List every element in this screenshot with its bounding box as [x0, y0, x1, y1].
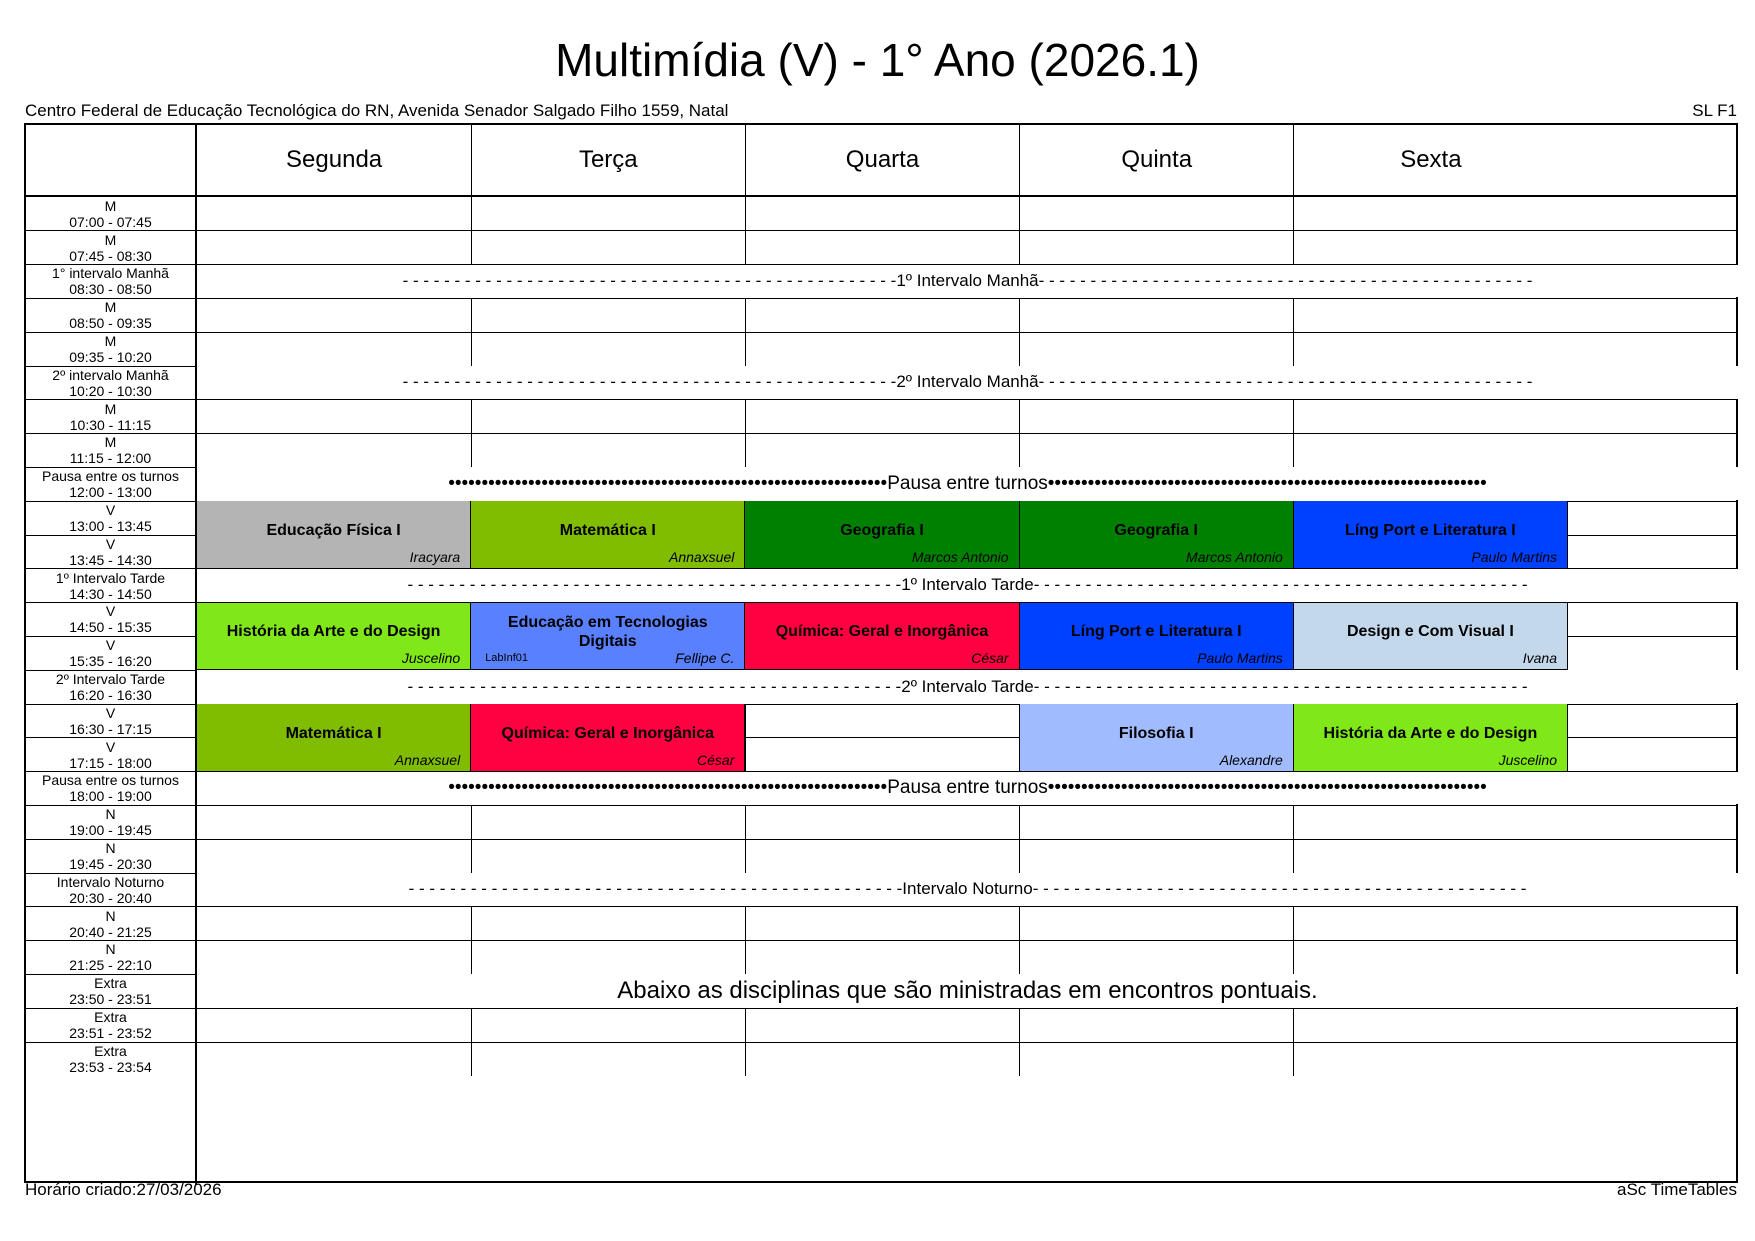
period-label [26, 535, 195, 569]
lesson-teacher: Ivana [1522, 650, 1557, 667]
period-name: N [105, 907, 116, 924]
lesson-subject: Química: Geral e Inorgânica [775, 623, 989, 641]
period-label [26, 670, 195, 704]
grid-line [471, 400, 472, 434]
band-leader: - - - - - - - - - - - - - - - - - - - - - - - - - - - - - - - - - - - - - - - - - - - - - - - - [407, 575, 902, 595]
grid-line [745, 400, 746, 434]
grid-line [1293, 1042, 1294, 1076]
period-name: V [105, 704, 116, 721]
grid-line [745, 125, 746, 195]
grid-line [1019, 197, 1020, 231]
band-leader: - - - - - - - - - - - - - - - - - - - - - - - - - - - - - - - - - - - - - - - - - - - - - - - - [1038, 372, 1533, 392]
grid-line [1019, 298, 1020, 332]
period-time: 09:35 - 10:20 [69, 349, 152, 366]
lesson-card[interactable] [1020, 704, 1294, 772]
period-label [26, 974, 195, 1008]
period-time: 23:50 - 23:51 [69, 991, 152, 1008]
lesson-subject: Geografia I [1114, 521, 1198, 539]
grid-line [745, 298, 746, 332]
lesson-card[interactable] [197, 704, 471, 772]
lesson-teacher: Fellipe C. [675, 650, 735, 667]
grid-line [1019, 1042, 1020, 1076]
day-header: Quinta [1121, 146, 1193, 173]
band-leader: - - - - - - - - - - - - - - - - - - - - - - - - - - - - - - - - - - - - - - - - - - - - - - - - [1033, 575, 1528, 595]
band-leader: •••••••••••••••••••••••••••••••••••••••••••••••••••••••••••••••••• [448, 776, 888, 798]
period-name: 2º Intervalo Tarde [55, 671, 166, 688]
lesson-teacher: Iracyara [409, 548, 461, 565]
lesson-card[interactable] [197, 501, 471, 569]
grid-line [1019, 125, 1020, 195]
grid-line [745, 332, 746, 366]
lesson-card[interactable] [471, 704, 745, 772]
grid-line [26, 230, 1736, 231]
period-time: 08:30 - 08:50 [69, 281, 152, 298]
band-label: Pausa entre turnos [887, 472, 1048, 494]
day-header: Segunda [286, 146, 383, 173]
band-leader: •••••••••••••••••••••••••••••••••••••••••••••••••••••••••••••••••• [448, 472, 888, 494]
lesson-subject: Design e Com Visual I [1346, 623, 1514, 641]
period-label [26, 501, 195, 535]
school-address: Centro Federal de Educação Tecnológica do RN, Avenida Senador Salgado Filho 1559, Natal [25, 101, 729, 120]
period-time: 19:45 - 20:30 [69, 856, 152, 873]
grid-line [745, 1008, 746, 1042]
lesson-teacher: César [697, 751, 735, 768]
day-header: Sexta [1400, 146, 1462, 173]
grid-line [26, 805, 1736, 806]
lesson-teacher: Paulo Martins [1471, 548, 1557, 565]
grid-line [471, 1042, 472, 1076]
period-label [26, 941, 195, 975]
period-time: 23:53 - 23:54 [69, 1058, 152, 1075]
period-time: 17:15 - 18:00 [69, 754, 152, 771]
lesson-teacher: Paulo Martins [1197, 650, 1283, 667]
period-name: 1º Intervalo Tarde [55, 569, 166, 586]
lesson-subject: História da Arte e do Design [1323, 724, 1538, 742]
grid-line [471, 805, 472, 839]
band-label: Pausa entre turnos [887, 776, 1048, 798]
grid-line [26, 332, 1736, 333]
lesson-subject: Educação Física I [266, 521, 401, 539]
grid-line [26, 1008, 1736, 1009]
period-time: 18:00 - 19:00 [69, 788, 152, 805]
period-label [26, 704, 195, 738]
grid-line [1293, 231, 1294, 265]
band-leader: - - - - - - - - - - - - - - - - - - - - - - - - - - - - - - - - - - - - - - - - - - - - - - - - [1032, 879, 1527, 899]
period-label [26, 1008, 195, 1042]
pause-band [197, 467, 1738, 500]
band-leader: - - - - - - - - - - - - - - - - - - - - - - - - - - - - - - - - - - - - - - - - - - - - - - - - [402, 372, 897, 392]
timetable-grid [24, 123, 1738, 1183]
lesson-room: LabInf01 [485, 652, 529, 665]
period-time: 20:30 - 20:40 [69, 889, 152, 906]
break-band [197, 670, 1738, 703]
grid-line [1293, 197, 1294, 231]
grid-line [745, 907, 746, 941]
period-time: 14:50 - 15:35 [69, 619, 152, 636]
lesson-teacher: Juscelino [401, 650, 461, 667]
period-label [26, 738, 195, 772]
lesson-subject: Líng Port e Literatura I [1345, 521, 1516, 539]
lesson-subject: Matemática I [285, 724, 382, 742]
period-name: Extra [94, 1042, 127, 1059]
period-time: 12:00 - 13:00 [69, 484, 152, 501]
period-label [26, 839, 195, 873]
period-time: 15:35 - 16:20 [69, 653, 152, 670]
grid-line [471, 298, 472, 332]
period-label [26, 231, 195, 265]
period-name: V [105, 637, 116, 654]
band-label: 1º Intervalo Manhã [896, 270, 1039, 290]
period-time: 13:00 - 13:45 [69, 518, 152, 535]
grid-line [1019, 805, 1020, 839]
period-name: Extra [94, 975, 127, 992]
band-leader: - - - - - - - - - - - - - - - - - - - - - - - - - - - - - - - - - - - - - - - - - - - - - - - - [1038, 270, 1533, 290]
grid-line [1019, 907, 1020, 941]
software-credit: aSc TimeTables [1617, 1180, 1737, 1199]
lesson-subject: Geografia I [840, 521, 924, 539]
lesson-teacher: Marcos Antonio [1186, 548, 1283, 565]
grid-line [1293, 1008, 1294, 1042]
lesson-teacher: Marcos Antonio [911, 548, 1009, 565]
period-name: M [104, 434, 117, 451]
band-leader: - - - - - - - - - - - - - - - - - - - - - - - - - - - - - - - - - - - - - - - - - - - - - - - - [408, 879, 903, 899]
grid-line [471, 197, 472, 231]
period-time: 23:51 - 23:52 [69, 1025, 152, 1042]
extra-note [197, 974, 1738, 1007]
period-label [26, 873, 195, 907]
period-name: Pausa entre os turnos [42, 772, 179, 789]
day-header: Terça [578, 146, 638, 173]
day-header: Quarta [845, 146, 920, 173]
lesson-card[interactable] [1020, 603, 1294, 671]
period-label [26, 400, 195, 434]
period-time: 20:40 - 21:25 [69, 923, 152, 940]
break-band [197, 265, 1738, 298]
period-name: V [105, 502, 116, 519]
grid-line [745, 197, 746, 231]
break-band [197, 873, 1738, 906]
lesson-subject: Matemática I [559, 521, 656, 539]
period-name: V [105, 535, 116, 552]
period-time: 21:25 - 22:10 [69, 957, 152, 974]
lesson-card[interactable] [1294, 501, 1568, 569]
grid-line [745, 231, 746, 265]
lesson-card[interactable] [745, 603, 1019, 671]
lesson-card[interactable] [1294, 603, 1568, 671]
band-label: Abaixo as disciplinas que são ministradas em encontros pontuais. [617, 976, 1318, 1004]
period-label [26, 636, 195, 670]
period-name: N [105, 941, 116, 958]
grid-line [1293, 125, 1294, 195]
pause-band [197, 772, 1738, 805]
band-label: 2º Intervalo Manhã [896, 372, 1039, 392]
grid-line [1019, 941, 1020, 975]
period-name: 2º intervalo Manhã [52, 366, 169, 383]
band-leader: •••••••••••••••••••••••••••••••••••••••••••••••••••••••••••••••••• [1047, 472, 1487, 494]
grid-line [471, 332, 472, 366]
lesson-subject: História da Arte e do Design [226, 623, 441, 641]
grid-line [471, 1008, 472, 1042]
grid-line [471, 907, 472, 941]
grid-line [1019, 839, 1020, 873]
lesson-teacher: Juscelino [1498, 751, 1557, 768]
grid-line [1019, 1008, 1020, 1042]
period-label [26, 603, 195, 637]
grid-line [26, 399, 1736, 400]
grid-line [26, 433, 1736, 434]
lesson-teacher: Alexandre [1219, 751, 1283, 768]
grid-line [26, 298, 1736, 299]
grid-line [1293, 805, 1294, 839]
band-leader: - - - - - - - - - - - - - - - - - - - - - - - - - - - - - - - - - - - - - - - - - - - - - - - - [402, 270, 897, 290]
period-name: Extra [94, 1009, 127, 1026]
grid-line [745, 941, 746, 975]
grid-line [1293, 298, 1294, 332]
period-time: 08:50 - 09:35 [69, 315, 152, 332]
band-label: Intervalo Noturno [902, 879, 1033, 899]
period-time: 14:30 - 14:50 [69, 585, 152, 602]
lesson-card[interactable] [1020, 501, 1294, 569]
break-band [197, 366, 1738, 399]
grid-line [471, 839, 472, 873]
period-name: 1° intervalo Manhã [52, 265, 169, 282]
period-time: 11:15 - 12:00 [69, 450, 152, 467]
lesson-card[interactable] [471, 603, 745, 671]
grid-line [26, 1042, 1736, 1043]
period-label [26, 907, 195, 941]
grid-line [471, 941, 472, 975]
grid-line [26, 906, 1736, 907]
period-time: 16:30 - 17:15 [69, 720, 152, 737]
period-time: 07:00 - 07:45 [69, 213, 152, 230]
period-name: Intervalo Noturno [56, 873, 165, 890]
grid-line [1019, 400, 1020, 434]
grid-line [745, 839, 746, 873]
grid-line [1293, 434, 1294, 468]
period-name: N [105, 840, 116, 857]
lesson-subject: Química: Geral e Inorgânica [501, 724, 715, 742]
grid-line [1019, 434, 1020, 468]
band-leader: - - - - - - - - - - - - - - - - - - - - - - - - - - - - - - - - - - - - - - - - - - - - - - - - [407, 676, 902, 696]
period-name: M [104, 299, 117, 316]
band-label: 1º Intervalo Tarde [901, 575, 1034, 595]
period-name: M [104, 231, 117, 248]
period-label [26, 467, 195, 501]
period-name: V [105, 603, 116, 620]
period-name: M [104, 400, 117, 417]
period-label [26, 1042, 195, 1076]
grid-line [471, 231, 472, 265]
grid-line [26, 195, 1736, 197]
period-name: Pausa entre os turnos [42, 468, 179, 485]
grid-line [745, 1042, 746, 1076]
period-label [26, 772, 195, 806]
lesson-card[interactable] [1294, 704, 1568, 772]
period-time: 10:20 - 10:30 [69, 382, 152, 399]
period-label [26, 366, 195, 400]
grid-line [1293, 907, 1294, 941]
lesson-card[interactable] [471, 501, 745, 569]
grid-line [1019, 332, 1020, 366]
period-label [26, 805, 195, 839]
grid-line [471, 434, 472, 468]
band-leader: •••••••••••••••••••••••••••••••••••••••••••••••••••••••••••••••••• [1047, 776, 1487, 798]
grid-line [471, 125, 472, 195]
lesson-teacher: Annaxsuel [668, 548, 735, 565]
grid-line [1293, 941, 1294, 975]
created-date: Horário criado:27/03/2026 [25, 1180, 222, 1199]
period-name: M [104, 197, 117, 214]
grid-line [745, 434, 746, 468]
grid-line [26, 940, 1736, 941]
period-time: 07:45 - 08:30 [69, 247, 152, 264]
grid-line [1019, 231, 1020, 265]
break-band [197, 569, 1738, 602]
period-name: M [104, 333, 117, 350]
period-label [26, 197, 195, 231]
band-leader: - - - - - - - - - - - - - - - - - - - - - - - - - - - - - - - - - - - - - - - - - - - - - - - - [1033, 676, 1528, 696]
period-label [26, 298, 195, 332]
grid-line [1293, 839, 1294, 873]
page-title: Multimídia (V) - 1° Ano (2026.1) [555, 34, 1200, 86]
grid-line [745, 805, 746, 839]
period-label [26, 332, 195, 366]
period-label [26, 434, 195, 468]
lesson-card[interactable] [745, 501, 1019, 569]
room-code: SL F1 [1692, 101, 1737, 120]
lesson-teacher: Annaxsuel [394, 751, 461, 768]
period-label [26, 265, 195, 299]
lesson-subject: Líng Port e Literatura I [1070, 623, 1242, 641]
period-time: 13:45 - 14:30 [69, 551, 152, 568]
lesson-subject: Educação em Tecnologias Digitais [507, 613, 708, 650]
band-label: 2º Intervalo Tarde [901, 676, 1034, 696]
grid-line [1293, 400, 1294, 434]
lesson-card[interactable] [197, 603, 471, 671]
period-label [26, 569, 195, 603]
period-time: 10:30 - 11:15 [69, 416, 152, 433]
period-name: V [105, 738, 116, 755]
lesson-subject: Filosofia I [1118, 724, 1194, 742]
grid-line [1293, 332, 1294, 366]
grid-line [26, 839, 1736, 840]
period-time: 19:00 - 19:45 [69, 822, 152, 839]
period-time: 16:20 - 16:30 [69, 687, 152, 704]
period-name: N [105, 806, 116, 823]
lesson-teacher: César [971, 650, 1009, 667]
